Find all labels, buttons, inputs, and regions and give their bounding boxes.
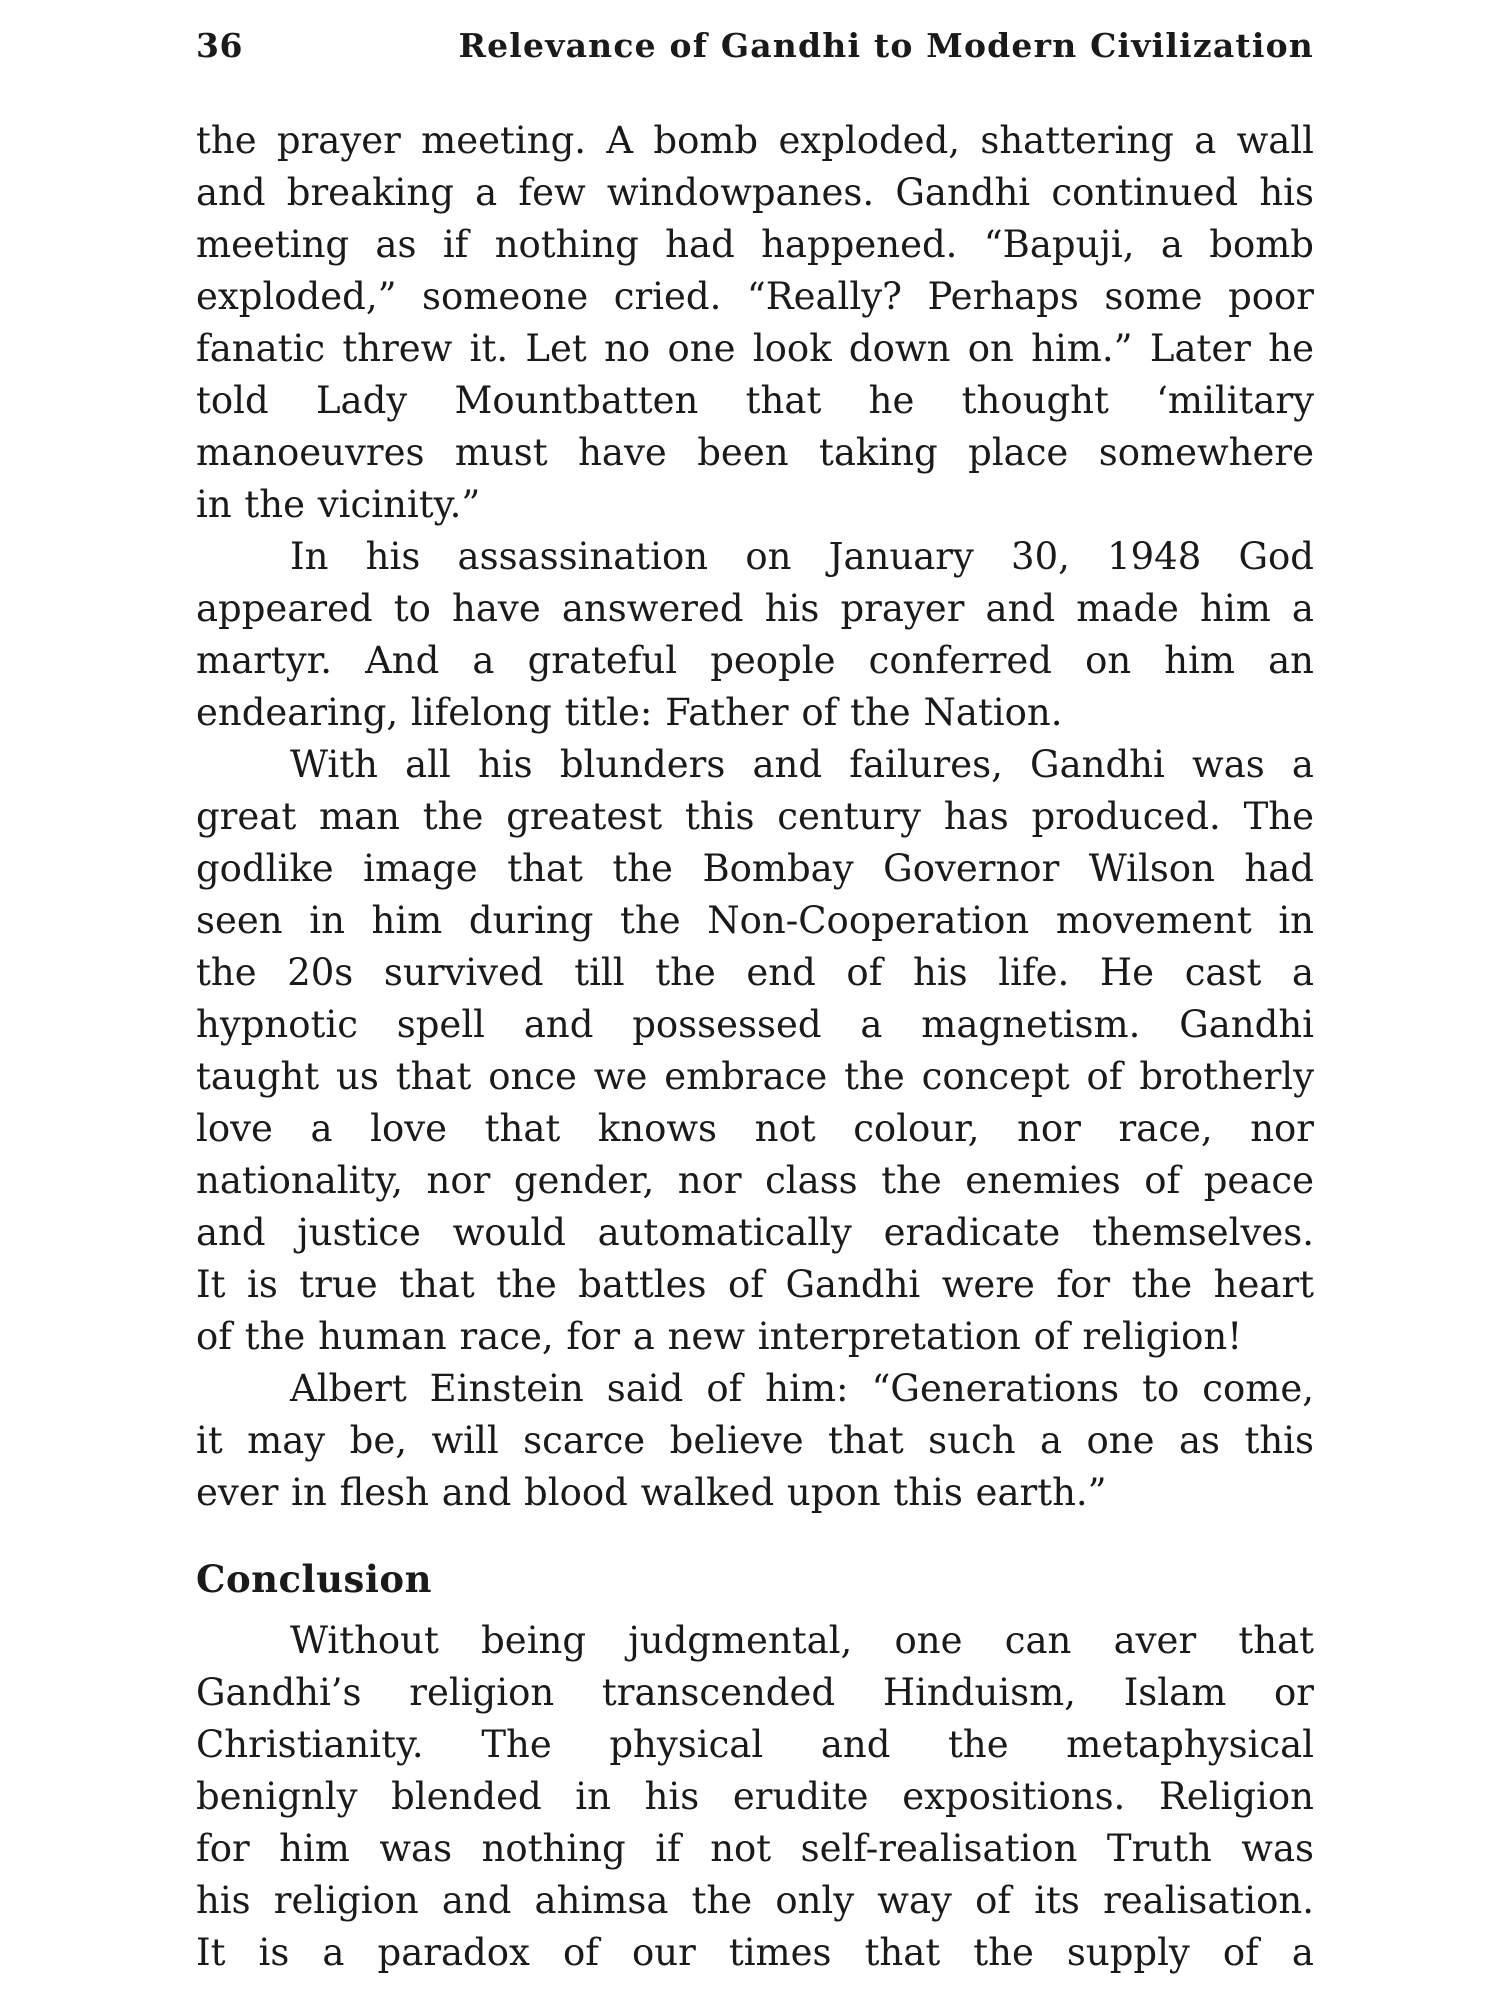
text-line: hypnotic spell and possessed a magnetism. Gandhi (196, 1003, 1314, 1046)
text-line: With all his blunders and failures, Gandhi was a (290, 743, 1314, 786)
running-header (196, 26, 1314, 70)
text-line: fanatic threw it. Let no one look down on him.” Later he (196, 327, 1314, 370)
text-line: Without being judgmental, one can aver that (290, 1619, 1314, 1662)
body-text (196, 115, 1314, 1979)
text-line: told Lady Mountbatten that he thought ‘military (196, 379, 1314, 422)
text-line: It is a paradox of our times that the supply of a (196, 1931, 1314, 1974)
text-line: Christianity. The physical and the metaphysical (196, 1723, 1314, 1766)
page-number: 36 (196, 26, 243, 65)
text-line: In his assassination on January 30, 1948 God (290, 535, 1314, 578)
paragraph-great-man (196, 739, 1314, 1363)
text-line: It is true that the battles of Gandhi were for the heart (196, 1263, 1314, 1306)
paragraph-conclusion (196, 1615, 1314, 1979)
paragraph-prayer-meeting (196, 115, 1314, 531)
text-line: nationality, nor gender, nor class the enemies of peace (196, 1159, 1314, 1202)
running-title: Relevance of Gandhi to Modern Civilization (458, 26, 1314, 65)
text-line: meeting as if nothing had happened. “Bapuji, a bomb (196, 223, 1314, 266)
text-line: endearing, lifelong title: Father of the Nation. (196, 691, 1063, 734)
text-line: ever in flesh and blood walked upon this earth.” (196, 1471, 1107, 1514)
text-line: martyr. And a grateful people conferred on him an (196, 639, 1314, 682)
text-line: benignly blended in his erudite expositions. Religion (196, 1775, 1314, 1818)
text-line: in the vicinity.” (196, 483, 481, 526)
text-line: godlike image that the Bombay Governor Wilson had (196, 847, 1314, 890)
text-line: great man the greatest this century has produced. The (196, 795, 1314, 838)
text-line: the 20s survived till the end of his life. He cast a (196, 951, 1314, 994)
text-line: appeared to have answered his prayer and made him a (196, 587, 1314, 630)
text-line: for him was nothing if not self-realisation Truth was (196, 1827, 1314, 1870)
text-line: manoeuvres must have been taking place somewhere (196, 431, 1314, 474)
section-heading-conclusion: Conclusion (196, 1557, 432, 1601)
text-line: taught us that once we embrace the concept of brotherly (196, 1055, 1314, 1098)
text-line: of the human race, for a new interpretation of religion! (196, 1315, 1243, 1358)
text-line: exploded,” someone cried. “Really? Perhaps some poor (196, 275, 1314, 318)
text-line: love a love that knows not colour, nor race, nor (196, 1107, 1314, 1150)
paragraph-einstein-quote (196, 1363, 1314, 1519)
text-line: and justice would automatically eradicate themselves. (196, 1211, 1314, 1254)
text-line: Albert Einstein said of him: “Generations to come, (290, 1367, 1314, 1410)
text-line: his religion and ahimsa the only way of its realisation. (196, 1879, 1314, 1922)
text-line: the prayer meeting. A bomb exploded, shattering a wall (196, 119, 1314, 162)
paragraph-assassination (196, 531, 1314, 739)
text-line: it may be, will scarce believe that such a one as this (196, 1419, 1314, 1462)
text-line: seen in him during the Non-Cooperation movement in (196, 899, 1314, 942)
text-line: Gandhi’s religion transcended Hinduism, Islam or (196, 1671, 1314, 1714)
text-line: and breaking a few windowpanes. Gandhi continued his (196, 171, 1314, 214)
